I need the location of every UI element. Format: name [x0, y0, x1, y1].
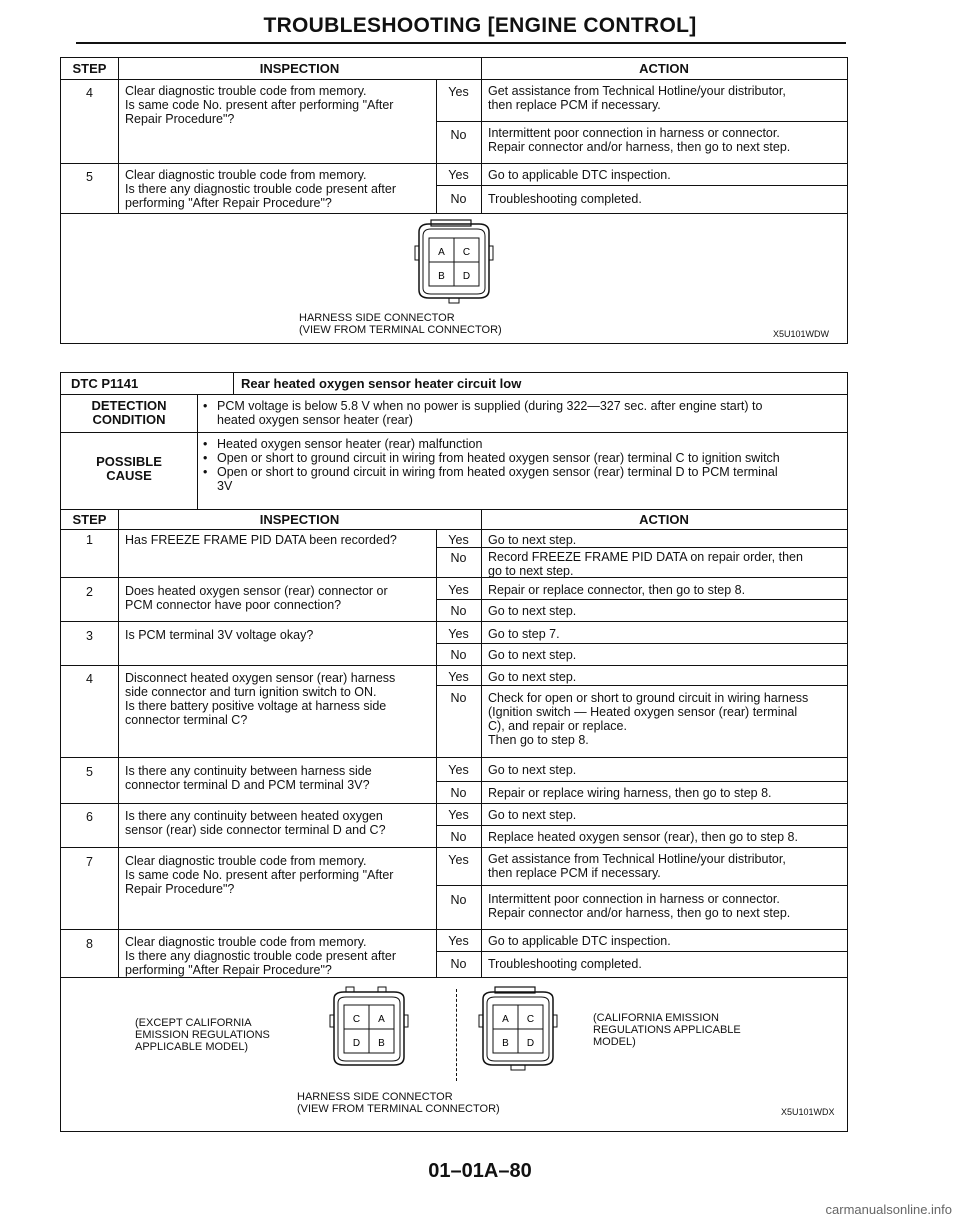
cause-item: • Open or short to ground circuit in wiring from heated oxygen sensor (rear) terminal D to PCM terminal 3V: [201, 465, 846, 493]
connector-diagram-california: [465, 983, 585, 1073]
action-text: Intermittent poor connection in harness or connector. Repair connector and/or harness, then go to next step.: [488, 126, 791, 154]
figure-caption: HARNESS SIDE CONNECTOR (VIEW FROM TERMINAL CONNECTOR): [299, 312, 502, 336]
figure-left-label: (EXCEPT CALIFORNIA EMISSION REGULATIONS APPLICABLE MODEL): [135, 1017, 270, 1053]
answer-yes: Yes: [448, 853, 469, 867]
answer-no: No: [450, 786, 467, 800]
answer-yes: Yes: [448, 85, 469, 99]
inspection-text: Clear diagnostic trouble code from memory. Is there any diagnostic trouble code present after performing "After Repair Procedure"?: [125, 168, 396, 210]
terminal-c: C: [352, 1014, 361, 1025]
terminal-b: B: [378, 1038, 385, 1049]
watermark: carmanualsonline.info: [825, 1202, 952, 1217]
figure-right-label: (CALIFORNIA EMISSION REGULATIONS APPLICABLE MODEL): [593, 1012, 741, 1048]
answer-no: No: [450, 604, 467, 618]
step-number: 8: [86, 937, 93, 951]
header-action: ACTION: [639, 512, 689, 527]
terminal-d: D: [526, 1038, 535, 1049]
action-text: Record FREEZE FRAME PID DATA on repair order, then go to next step.: [488, 550, 803, 578]
header-step: STEP: [72, 61, 107, 76]
header-step: STEP: [72, 512, 107, 527]
terminal-d: D: [462, 271, 471, 282]
figure-divider: [456, 989, 457, 1081]
inspection-text: Clear diagnostic trouble code from memory. Is there any diagnostic trouble code present after performing "After Repair Procedure"?: [125, 935, 396, 977]
step-number: 5: [86, 765, 93, 779]
action-text: Repair or replace connector, then go to step 8.: [488, 583, 746, 597]
answer-yes: Yes: [448, 168, 469, 182]
answer-yes: Yes: [448, 627, 469, 641]
terminal-a: A: [438, 247, 445, 258]
inspection-text: Is PCM terminal 3V voltage okay?: [125, 628, 314, 642]
action-text: Go to next step.: [488, 648, 577, 662]
detection-label: DETECTION CONDITION: [91, 398, 167, 427]
answer-no: No: [450, 830, 467, 844]
answer-no: No: [450, 691, 467, 705]
step-number: 4: [86, 86, 93, 100]
page-title: TROUBLESHOOTING [ENGINE CONTROL]: [263, 14, 697, 37]
terminal-a: A: [502, 1014, 509, 1025]
answer-no: No: [450, 893, 467, 907]
dtc-description: Rear heated oxygen sensor heater circuit low: [241, 376, 522, 391]
action-text: Replace heated oxygen sensor (rear), then go to step 8.: [488, 830, 798, 844]
action-text: Get assistance from Technical Hotline/your distributor, then replace PCM if necessary.: [488, 84, 786, 112]
step-number: 7: [86, 855, 93, 869]
action-text: Go to applicable DTC inspection.: [488, 934, 671, 948]
action-text: Go to step 7.: [488, 627, 560, 641]
inspection-text: Has FREEZE FRAME PID DATA been recorded?: [125, 533, 397, 547]
figure-code: X5U101WDX: [781, 1107, 835, 1117]
action-text: Intermittent poor connection in harness or connector. Repair connector and/or harness, then go to next step.: [488, 892, 791, 920]
inspection-text: Clear diagnostic trouble code from memory. Is same code No. present after performing "After Repair Procedure"?: [125, 854, 394, 896]
connector-diagram: [401, 218, 521, 308]
action-text: Troubleshooting completed.: [488, 192, 642, 206]
action-text: Troubleshooting completed.: [488, 957, 642, 971]
step-number: 3: [86, 629, 93, 643]
action-text: Go to next step.: [488, 763, 577, 777]
answer-no: No: [450, 957, 467, 971]
terminal-b: B: [502, 1038, 509, 1049]
detection-text: • PCM voltage is below 5.8 V when no power is supplied (during 322—327 sec. after engine start) to heated oxygen sensor heater (rear): [201, 399, 843, 427]
action-text: Check for open or short to ground circuit in wiring harness (Ignition switch — Heated oxygen sensor (rear) terminal C), and repair or replace. Then go to step 8.: [488, 691, 809, 747]
action-text: Go to next step.: [488, 670, 577, 684]
answer-no: No: [450, 128, 467, 142]
answer-yes: Yes: [448, 763, 469, 777]
action-text: Go to next step.: [488, 808, 577, 822]
inspection-text: Is there any continuity between harness side connector terminal D and PCM terminal 3V?: [125, 764, 372, 792]
title-rule: [76, 42, 846, 44]
step-number: 5: [86, 170, 93, 184]
dtc-code: DTC P1141: [71, 376, 139, 391]
header-inspection: INSPECTION: [259, 61, 340, 76]
step-number: 1: [86, 533, 93, 547]
inspection-text: Clear diagnostic trouble code from memory. Is same code No. present after performing "After Repair Procedure"?: [125, 84, 394, 126]
terminal-c: C: [462, 247, 471, 258]
answer-yes: Yes: [448, 670, 469, 684]
table-1: [60, 57, 848, 344]
header-inspection: INSPECTION: [259, 512, 340, 527]
connector-diagram-except-california: [316, 983, 436, 1073]
action-text: Repair or replace wiring harness, then go to step 8.: [488, 786, 772, 800]
page-number: 01–01A–80: [428, 1160, 532, 1182]
action-text: Go to next step.: [488, 533, 577, 547]
inspection-text: Is there any continuity between heated oxygen sensor (rear) side connector terminal D and C?: [125, 809, 386, 837]
figure-code: X5U101WDW: [773, 329, 830, 339]
answer-yes: Yes: [448, 533, 469, 547]
answer-yes: Yes: [448, 808, 469, 822]
action-text: Get assistance from Technical Hotline/your distributor, then replace PCM if necessary.: [488, 852, 786, 880]
cause-item: • Heated oxygen sensor heater (rear) malfunction: [201, 437, 846, 451]
answer-yes: Yes: [448, 583, 469, 597]
answer-no: No: [450, 648, 467, 662]
terminal-a: A: [378, 1014, 385, 1025]
step-number: 4: [86, 672, 93, 686]
answer-no: No: [450, 192, 467, 206]
action-text: Go to applicable DTC inspection.: [488, 168, 671, 182]
cause-list: [201, 437, 846, 493]
terminal-b: B: [438, 271, 445, 282]
answer-yes: Yes: [448, 934, 469, 948]
action-text: Go to next step.: [488, 604, 577, 618]
terminal-c: C: [526, 1014, 535, 1025]
table-2: [60, 372, 848, 1132]
cause-label: POSSIBLE CAUSE: [96, 454, 162, 483]
inspection-text: Disconnect heated oxygen sensor (rear) harness side connector and turn ignition switch to ON. Is there battery positive voltage at harness side connector terminal C?: [125, 671, 396, 727]
step-number: 6: [86, 810, 93, 824]
terminal-d: D: [352, 1038, 361, 1049]
header-action: ACTION: [639, 61, 689, 76]
step-number: 2: [86, 585, 93, 599]
inspection-text: Does heated oxygen sensor (rear) connector or PCM connector have poor connection?: [125, 584, 388, 612]
figure-caption: HARNESS SIDE CONNECTOR (VIEW FROM TERMINAL CONNECTOR): [297, 1091, 500, 1115]
cause-item: • Open or short to ground circuit in wiring from heated oxygen sensor (rear) terminal C to ignition switch: [201, 451, 846, 465]
answer-no: No: [450, 551, 467, 565]
